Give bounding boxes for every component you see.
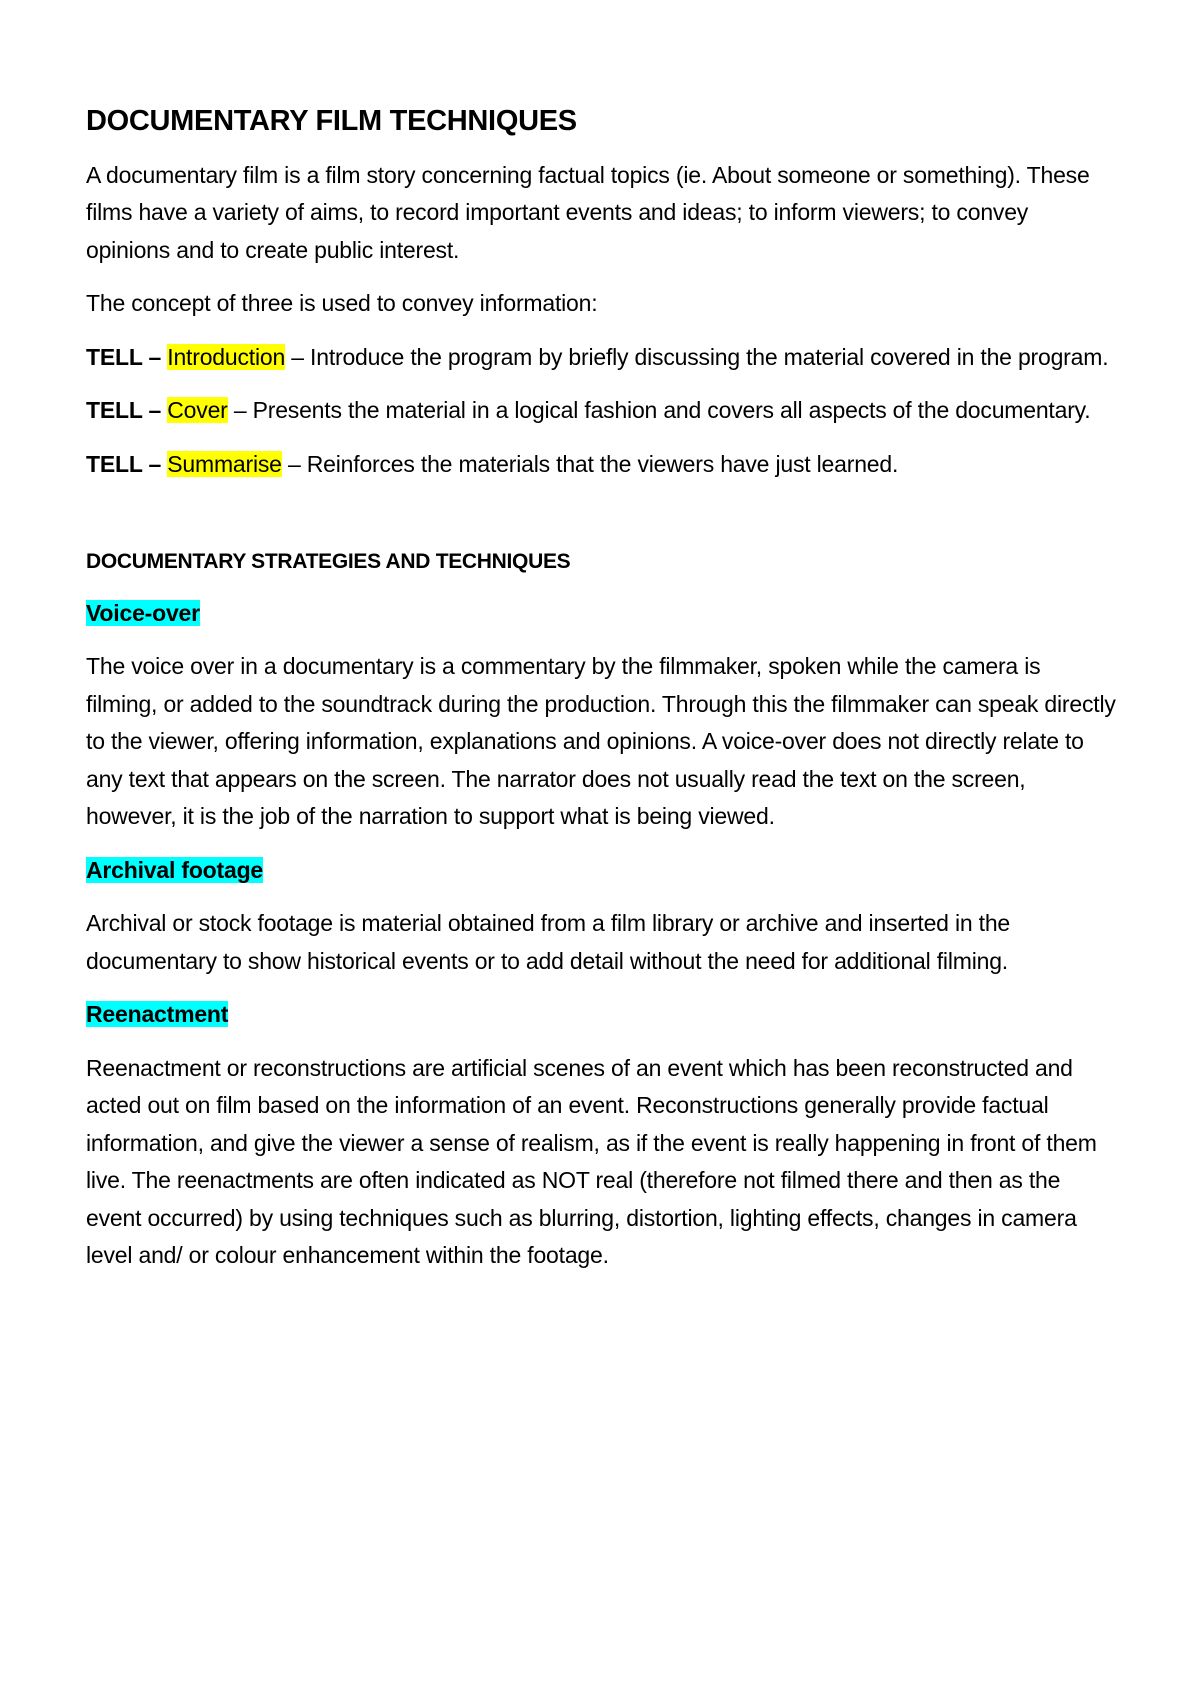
technique-heading-archival-footage	[86, 852, 1116, 890]
tell-term-cover: Cover	[167, 397, 228, 424]
tell-term-introduction: Introduction	[167, 343, 286, 370]
heading-highlight: Archival footage	[86, 856, 264, 883]
tell-label: TELL –	[86, 397, 162, 424]
heading-highlight: Reenactment	[86, 1001, 229, 1028]
tell-item-summarise	[86, 446, 1116, 484]
tell-text: – Presents the material in a logical fashion and covers all aspects of the documentary.	[227, 397, 1091, 424]
heading-highlight: Voice-over	[86, 599, 200, 626]
technique-body-archival-footage: Archival or stock footage is material obtained from a film library or archive and inserted in the documentary to show historical events or to add detail without the need for additional filming.	[86, 910, 1011, 974]
document-title: DOCUMENTARY FILM TECHNIQUES	[86, 105, 577, 137]
tell-item-introduction	[86, 339, 1116, 377]
concept-line: The concept of three is used to convey information:	[86, 290, 598, 317]
intro-paragraph: A documentary film is a film story concerning factual topics (ie. About someone or something). These films have a variety of aims, to record important events and ideas; to inform viewers; to convey opinions and to create public interest.	[86, 161, 1090, 263]
tell-item-cover	[86, 392, 1116, 430]
tell-text: – Reinforces the materials that the viewers have just learned.	[281, 450, 899, 477]
document-page	[86, 104, 1116, 1291]
tell-text: – Introduce the program by briefly discussing the material covered in the program.	[285, 343, 1109, 370]
tell-label: TELL –	[86, 450, 162, 477]
tell-label: TELL –	[86, 343, 162, 370]
technique-body-voice-over: The voice over in a documentary is a commentary by the filmmaker, spoken while the camera is filming, or added to the soundtrack during the production. Through this the filmmaker can speak directly to the viewer, offering information, explanations and opinions. A voice-over does not directly relate to any text that appears on the screen. The narrator does not usually read the text on the screen, however, it is the job of the narration to support what is being viewed.	[86, 653, 1116, 830]
tell-term-summarise: Summarise	[167, 450, 282, 477]
section-title: DOCUMENTARY STRATEGIES AND TECHNIQUES	[86, 550, 571, 574]
technique-heading-reenactment	[86, 996, 1116, 1034]
technique-heading-voice-over	[86, 595, 1116, 633]
technique-body-reenactment: Reenactment or reconstructions are artificial scenes of an event which has been reconstructed and acted out on film based on the information of an event. Reconstructions generally provide factual information, and give the viewer a sense of realism, as if the event is really happening in front of them live. The reenactments are often indicated as NOT real (therefore not filmed there and then as the event occurred) by using techniques such as blurring, distortion, lighting effects, changes in camera level and/ or colour enhancement within the footage.	[86, 1054, 1097, 1269]
